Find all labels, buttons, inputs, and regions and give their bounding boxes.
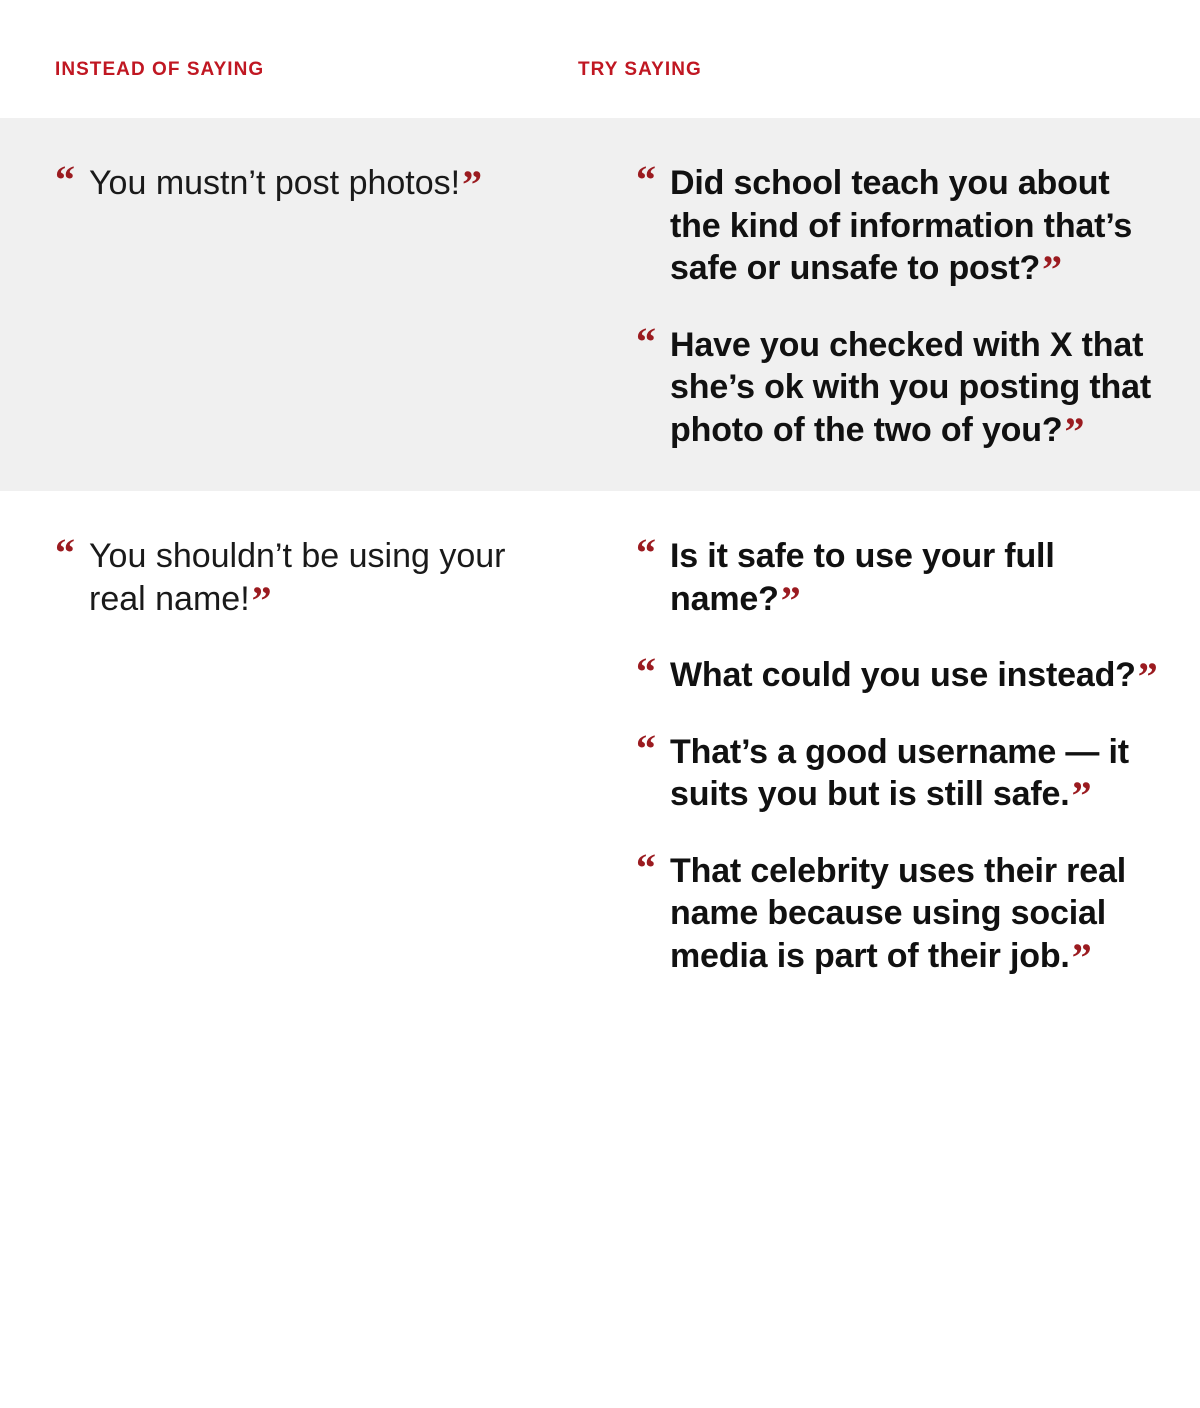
table-header-row [0,0,1200,118]
close-quote-mark-icon: ” [251,577,272,623]
cell-instead-of-saying [0,491,578,1017]
close-quote-mark-icon: ” [462,162,483,207]
try-quote-text: Have you checked with X that she’s ok with you posting that photo of the two of you? [670,325,1151,449]
open-quote-mark-icon: “ [636,157,656,202]
cell-try-saying [578,118,1200,491]
try-quote [636,157,1160,292]
cell-instead-of-saying [0,118,578,491]
open-quote-mark-icon: “ [55,157,75,202]
close-quote-mark-icon: ” [780,577,801,623]
column-header-try-saying: TRY SAYING [578,59,702,80]
open-quote-mark-icon: “ [636,649,656,694]
try-quote [636,530,1160,623]
try-quote [636,649,1160,699]
table-body [0,118,1200,1017]
try-quote-text: That celebrity uses their real name because using social media is part of their job. [670,851,1126,975]
instead-quote [55,530,538,623]
instead-quote [55,157,538,207]
try-quote [636,844,1160,980]
open-quote-mark-icon: “ [636,530,656,575]
try-quote-text: Is it safe to use your full name? [670,537,1055,618]
open-quote-mark-icon: “ [55,530,75,575]
try-quote-text: That’s a good username — it suits you but is still safe. [670,732,1129,813]
table-row [0,491,1200,1017]
instead-quote-text: You mustn’t post photos! [89,164,461,202]
open-quote-mark-icon: “ [636,844,656,890]
close-quote-mark-icon: ” [1071,773,1092,818]
cell-try-saying [578,491,1200,1017]
header-cell-try [520,0,1200,118]
instead-quote-text: You shouldn’t be using your real name! [89,537,506,618]
close-quote-mark-icon: ” [1071,934,1092,980]
try-quote [636,725,1160,818]
close-quote-mark-icon: ” [1042,247,1062,292]
table-row [0,118,1200,491]
header-cell-instead [0,0,520,118]
try-quote-text: Did school teach you about the kind of information that’s safe or unsafe to post? [670,164,1133,287]
try-quote-text: What could you use instead? [670,656,1136,694]
try-quote [636,318,1160,454]
close-quote-mark-icon: ” [1064,408,1085,454]
column-header-instead-of-saying: INSTEAD OF SAYING [55,59,265,80]
open-quote-mark-icon: “ [636,725,656,771]
close-quote-mark-icon: ” [1137,654,1158,699]
open-quote-mark-icon: “ [636,318,656,364]
